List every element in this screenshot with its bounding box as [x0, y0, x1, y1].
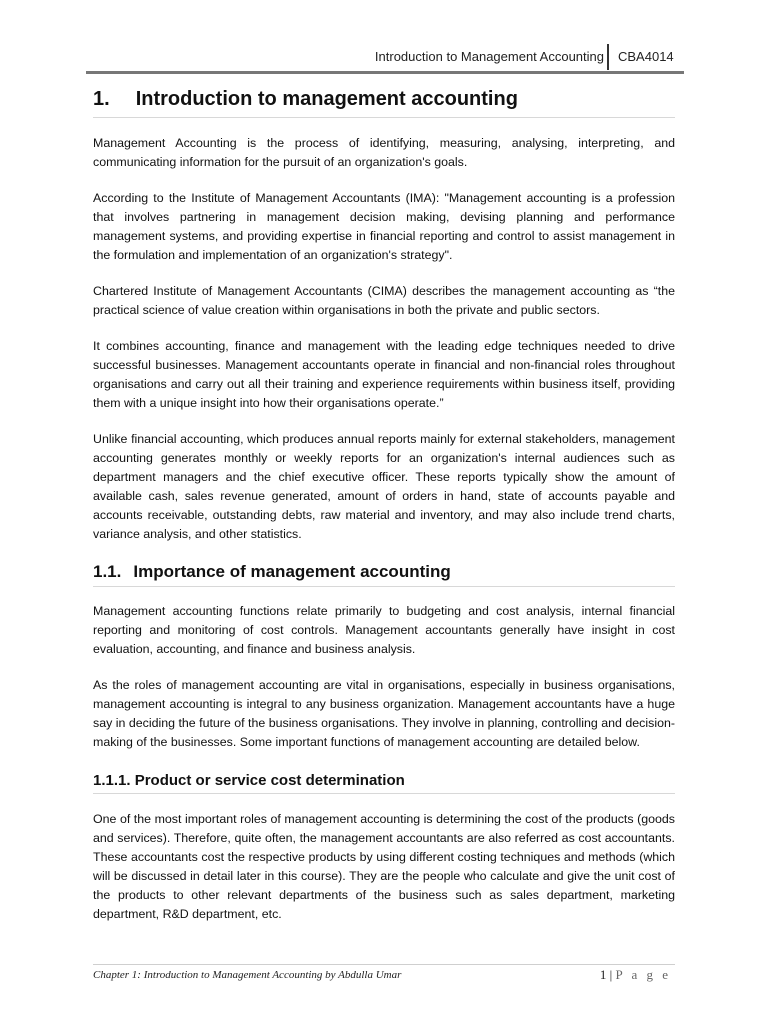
page-label: P a g e [615, 967, 671, 982]
page-number: 1 [599, 967, 607, 982]
paragraph: Chartered Institute of Management Accountants (CIMA) describes the management accounting as “the practical science of value creation within organisations in both the private and public sectors. [93, 284, 675, 317]
header-rule [86, 71, 684, 74]
paragraph: It combines accounting, finance and management with the leading edge techniques needed to drive successful businesses. Management accountants operate in financial and non-financial roles throughout organisations and carry out all their training and experience requirements within business itself, providing them with a unique insight into how their organisations operate.” [93, 339, 675, 410]
footer-page-indicator [600, 967, 671, 983]
paragraph: According to the Institute of Management Accountants (IMA): "Management accounting is a profession that involves partnering in management decision making, devising planning and performance management systems, and providing expertise in financial reporting and control to assist management in the formulation and implementation of an organization's strategy". [93, 191, 675, 262]
header-course-code: CBA4014 [618, 49, 674, 64]
header-title: Introduction to Management Accounting [374, 49, 604, 64]
paragraph: As the roles of management accounting are vital in organisations, especially in business organisations, management accounting is integral to any business organization. Management accountants have a huge say in deciding the future of the business organisations. They involve in planning, controlling and decision-making of the businesses. Some important functions of management accounting are detailed below. [93, 678, 675, 749]
section-1-heading [93, 88, 675, 118]
paragraph: Unlike financial accounting, which produces annual reports mainly for external stakeholders, management accounting generates monthly or weekly reports for an organization's internal audiences such as department managers and the chief executive officer. These reports typically show the amount of available cash, sales revenue generated, amount of orders in hand, state of accounts payable and accounts receivable, outstanding debts, raw material and inventory, and may also include trend charts, variance analysis, and other statistics. [93, 432, 675, 541]
page-separator: | [609, 967, 613, 982]
section-1-1-number: 1.1. [93, 562, 122, 581]
page-footer [93, 964, 675, 988]
header-divider [607, 44, 609, 70]
section-1-number: 1. [93, 88, 110, 110]
paragraph: One of the most important roles of management accounting is determining the cost of the products (goods and services). Therefore, quite often, the management accountants are also referred as cost accountants. These accountants cost the respective products by using different costing techniques and methods (which will be discussed in detail later in this course). They are the people who calculate and give the unit cost of the products to other relevant departments of the business such as sales department, marketing department, R&D department, etc. [93, 812, 675, 921]
section-1-1-title: Importance of management accounting [133, 562, 451, 581]
page-header [86, 44, 684, 70]
paragraph: Management accounting functions relate primarily to budgeting and cost analysis, internal financial reporting and monitoring of cost controls. Management accountants generally have insight in cost evaluation, accounting, and finance and business analysis. [93, 604, 675, 656]
footer-chapter-title: Chapter 1: Introduction to Management Accounting by Abdulla Umar [93, 969, 402, 981]
paragraph: Management Accounting is the process of identifying, measuring, analysing, interpreting, and communicating information for the pursuit of an organization's goals. [93, 136, 675, 169]
section-1-1-1-heading: 1.1.1. Product or service cost determination [93, 772, 675, 794]
section-1-title: Introduction to management accounting [135, 88, 518, 110]
section-1-1-heading [93, 562, 675, 587]
page-content [93, 88, 675, 924]
